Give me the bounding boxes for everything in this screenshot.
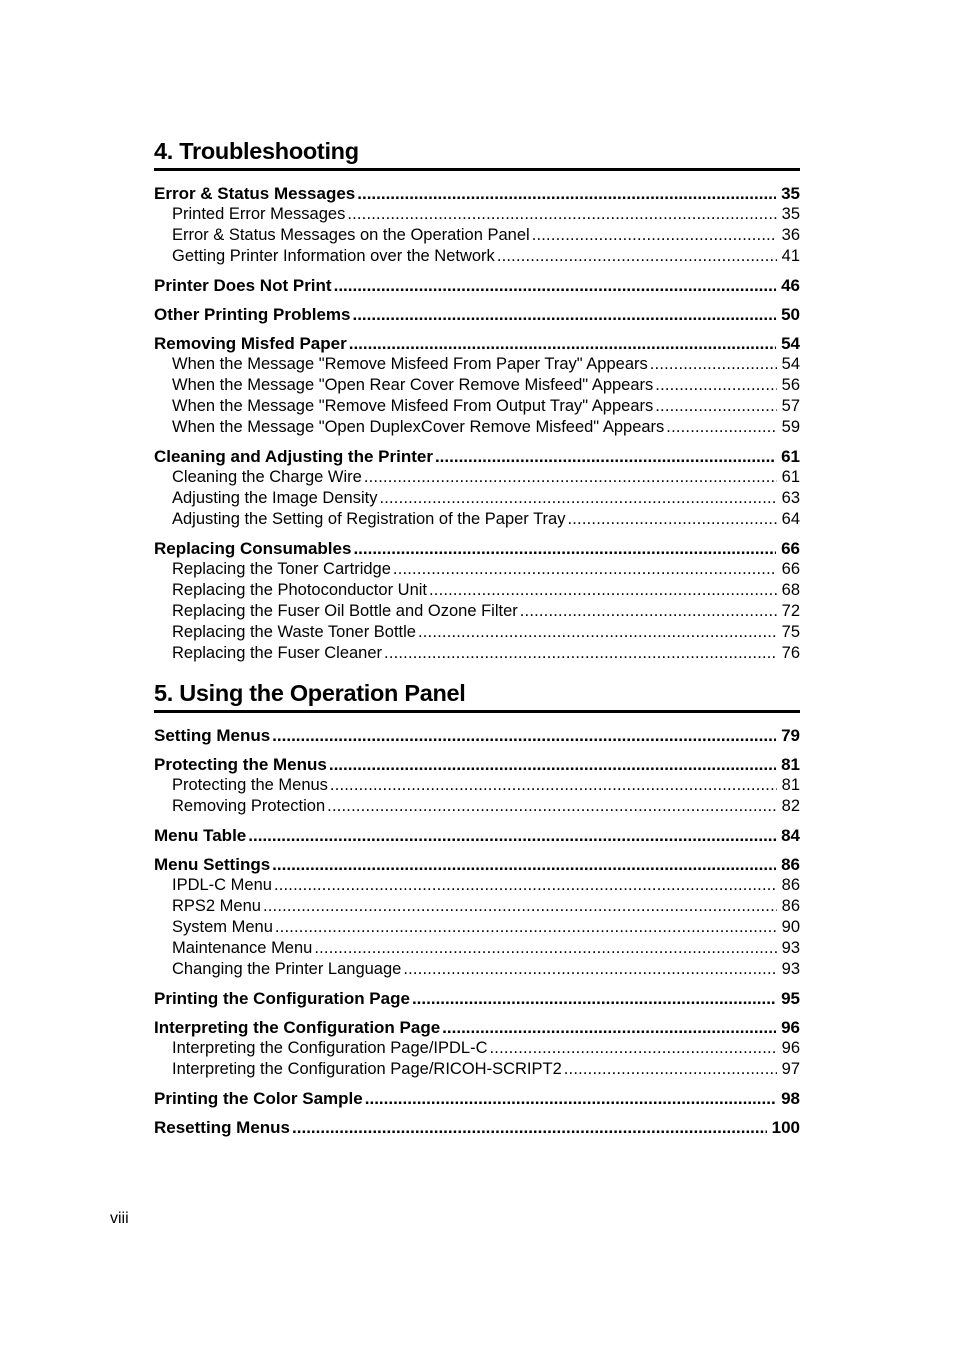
toc-entry[interactable]: [154, 275, 800, 296]
entry-page-number: 75: [781, 623, 800, 641]
entry-title: Printing the Color Sample: [154, 1089, 363, 1108]
entry-title: RPS2 Menu: [172, 897, 261, 915]
chapter-title: 4. Troubleshooting: [154, 136, 800, 171]
toc-subentry[interactable]: [154, 959, 800, 980]
entry-title: Cleaning and Adjusting the Printer: [154, 447, 433, 466]
dot-leader: [564, 1059, 777, 1080]
entry-title: Cleaning the Charge Wire: [172, 468, 362, 486]
toc-subentry[interactable]: [154, 1059, 800, 1080]
entry-page-number: 41: [781, 247, 800, 265]
toc-subentry[interactable]: [154, 1038, 800, 1059]
dot-leader: [655, 375, 776, 396]
dot-leader: [349, 333, 776, 354]
dot-leader: [435, 446, 776, 467]
entry-page-number: 81: [781, 755, 800, 774]
entry-page-number: 90: [781, 918, 800, 936]
toc-subentry[interactable]: [154, 601, 800, 622]
entry-title: Adjusting the Image Density: [172, 489, 378, 507]
toc-entry[interactable]: [154, 538, 800, 559]
toc-subentry[interactable]: [154, 775, 800, 796]
dot-leader: [274, 875, 777, 896]
entry-title: When the Message "Remove Misfeed From Paper Tray" Appears: [172, 355, 648, 373]
entry-title: Resetting Menus: [154, 1118, 291, 1137]
toc-entry[interactable]: [154, 725, 800, 746]
entry-title: Maintenance Menu: [172, 939, 313, 957]
entry-title: Error & Status Messages: [154, 184, 356, 203]
toc-entry[interactable]: [154, 1017, 800, 1038]
page-number: viii: [110, 1210, 129, 1227]
dot-leader: [357, 183, 776, 204]
dot-leader: [314, 938, 776, 959]
toc-subentry[interactable]: [154, 354, 800, 375]
dot-leader: [497, 246, 777, 267]
chapter-section: [154, 678, 800, 1138]
toc-subentry[interactable]: [154, 559, 800, 580]
toc-entry[interactable]: [154, 304, 800, 325]
entry-title: Replacing the Waste Toner Bottle: [172, 623, 416, 641]
dot-leader: [520, 601, 777, 622]
toc-subentry[interactable]: [154, 938, 800, 959]
entry-title: Printed Error Messages: [172, 205, 346, 223]
dot-leader: [412, 988, 776, 1009]
entry-title: Replacing the Fuser Cleaner: [172, 644, 383, 662]
table-of-contents: [154, 136, 800, 1149]
toc-entry[interactable]: [154, 183, 800, 204]
dot-leader: [330, 775, 777, 796]
entry-page-number: 96: [781, 1039, 800, 1057]
chapter-title: 5. Using the Operation Panel: [154, 678, 800, 713]
entry-title: Protecting the Menus: [154, 755, 327, 774]
toc-subentry[interactable]: [154, 225, 800, 246]
entry-page-number: 46: [781, 276, 800, 295]
entry-title: Adjusting the Setting of Registration of the Paper Tray: [172, 510, 566, 528]
toc-subentry[interactable]: [154, 467, 800, 488]
entry-title: Interpreting the Configuration Page/RICOH-SCRIPT2: [172, 1060, 562, 1078]
toc-entry[interactable]: [154, 446, 800, 467]
toc-entry[interactable]: [154, 1117, 800, 1138]
entry-page-number: 86: [781, 855, 800, 874]
dot-leader: [364, 467, 777, 488]
entry-page-number: 96: [781, 1018, 800, 1037]
dot-leader: [393, 559, 777, 580]
entry-title: Replacing the Photoconductor Unit: [172, 581, 427, 599]
dot-leader: [384, 643, 777, 664]
entry-page-number: 59: [781, 418, 800, 436]
entry-page-number: 64: [781, 510, 800, 528]
dot-leader: [418, 622, 777, 643]
toc-subentry[interactable]: [154, 580, 800, 601]
entry-title: Menu Table: [154, 826, 247, 845]
entry-title: Error & Status Messages on the Operation Panel: [172, 226, 530, 244]
entry-title: Replacing the Toner Cartridge: [172, 560, 391, 578]
entry-title: IPDL-C Menu: [172, 876, 272, 894]
entry-title: Interpreting the Configuration Page/IPDL-C: [172, 1039, 488, 1057]
dot-leader: [655, 396, 776, 417]
dot-leader: [532, 225, 777, 246]
entry-page-number: 76: [781, 644, 800, 662]
entry-page-number: 72: [781, 602, 800, 620]
entry-page-number: 35: [781, 184, 800, 203]
dot-leader: [429, 580, 777, 601]
entry-title: Printer Does Not Print: [154, 276, 332, 295]
dot-leader: [347, 204, 776, 225]
dot-leader: [490, 1038, 777, 1059]
entry-page-number: 63: [781, 489, 800, 507]
entry-title: Menu Settings: [154, 855, 271, 874]
entry-title: Printing the Configuration Page: [154, 989, 410, 1008]
entry-page-number: 54: [781, 334, 800, 353]
toc-subentry[interactable]: [154, 417, 800, 438]
dot-leader: [292, 1117, 767, 1138]
toc-entry[interactable]: [154, 854, 800, 875]
entry-page-number: 97: [781, 1060, 800, 1078]
dot-leader: [365, 1088, 776, 1109]
entry-page-number: 82: [781, 797, 800, 815]
chapter-section: [154, 136, 800, 664]
dot-leader: [666, 417, 776, 438]
toc-subentry[interactable]: [154, 396, 800, 417]
dot-leader: [329, 754, 776, 775]
entry-page-number: 93: [781, 939, 800, 957]
toc-subentry[interactable]: [154, 896, 800, 917]
dot-leader: [567, 509, 776, 530]
entry-title: Protecting the Menus: [172, 776, 328, 794]
toc-subentry[interactable]: [154, 796, 800, 817]
entry-page-number: 50: [781, 305, 800, 324]
dot-leader: [379, 488, 776, 509]
entry-title: Getting Printer Information over the Network: [172, 247, 495, 265]
entry-page-number: 56: [781, 376, 800, 394]
toc-subentry[interactable]: [154, 509, 800, 530]
entry-page-number: 100: [771, 1118, 800, 1137]
dot-leader: [272, 854, 776, 875]
entry-page-number: 57: [781, 397, 800, 415]
dot-leader: [334, 275, 776, 296]
entry-page-number: 68: [781, 581, 800, 599]
entry-page-number: 81: [781, 776, 800, 794]
dot-leader: [275, 917, 777, 938]
entry-title: Replacing Consumables: [154, 539, 352, 558]
entry-page-number: 54: [781, 355, 800, 373]
toc-entry[interactable]: [154, 825, 800, 846]
toc-entry[interactable]: [154, 988, 800, 1009]
toc-entry[interactable]: [154, 1088, 800, 1109]
entry-title: Removing Protection: [172, 797, 326, 815]
toc-subentry[interactable]: [154, 246, 800, 267]
toc-entry[interactable]: [154, 333, 800, 354]
entry-title: Changing the Printer Language: [172, 960, 402, 978]
entry-page-number: 66: [781, 539, 800, 558]
entry-title: When the Message "Open Rear Cover Remove Misfeed" Appears: [172, 376, 654, 394]
entry-title: System Menu: [172, 918, 273, 936]
entry-title: Replacing the Fuser Oil Bottle and Ozone Filter: [172, 602, 518, 620]
dot-leader: [327, 796, 776, 817]
entry-page-number: 79: [781, 726, 800, 745]
dot-leader: [352, 304, 776, 325]
entry-page-number: 93: [781, 960, 800, 978]
entry-page-number: 86: [781, 897, 800, 915]
entry-page-number: 84: [781, 826, 800, 845]
dot-leader: [353, 538, 776, 559]
entry-title: Other Printing Problems: [154, 305, 351, 324]
dot-leader: [263, 896, 777, 917]
toc-subentry[interactable]: [154, 917, 800, 938]
entry-title: Interpreting the Configuration Page: [154, 1018, 441, 1037]
entry-page-number: 61: [781, 447, 800, 466]
entry-page-number: 66: [781, 560, 800, 578]
entry-page-number: 36: [781, 226, 800, 244]
entry-title: When the Message "Remove Misfeed From Output Tray" Appears: [172, 397, 654, 415]
toc-subentry[interactable]: [154, 375, 800, 396]
toc-subentry[interactable]: [154, 622, 800, 643]
entry-page-number: 35: [781, 205, 800, 223]
entry-title: Setting Menus: [154, 726, 271, 745]
dot-leader: [442, 1017, 776, 1038]
dot-leader: [650, 354, 777, 375]
dot-leader: [272, 725, 776, 746]
toc-subentry[interactable]: [154, 488, 800, 509]
toc-subentry[interactable]: [154, 204, 800, 225]
dot-leader: [403, 959, 776, 980]
entry-page-number: 98: [781, 1089, 800, 1108]
entry-page-number: 86: [781, 876, 800, 894]
toc-subentry[interactable]: [154, 643, 800, 664]
toc-subentry[interactable]: [154, 875, 800, 896]
entry-title: Removing Misfed Paper: [154, 334, 347, 353]
toc-entry[interactable]: [154, 754, 800, 775]
entry-title: When the Message "Open DuplexCover Remove Misfeed" Appears: [172, 418, 665, 436]
entry-page-number: 95: [781, 989, 800, 1008]
entry-page-number: 61: [781, 468, 800, 486]
dot-leader: [248, 825, 776, 846]
